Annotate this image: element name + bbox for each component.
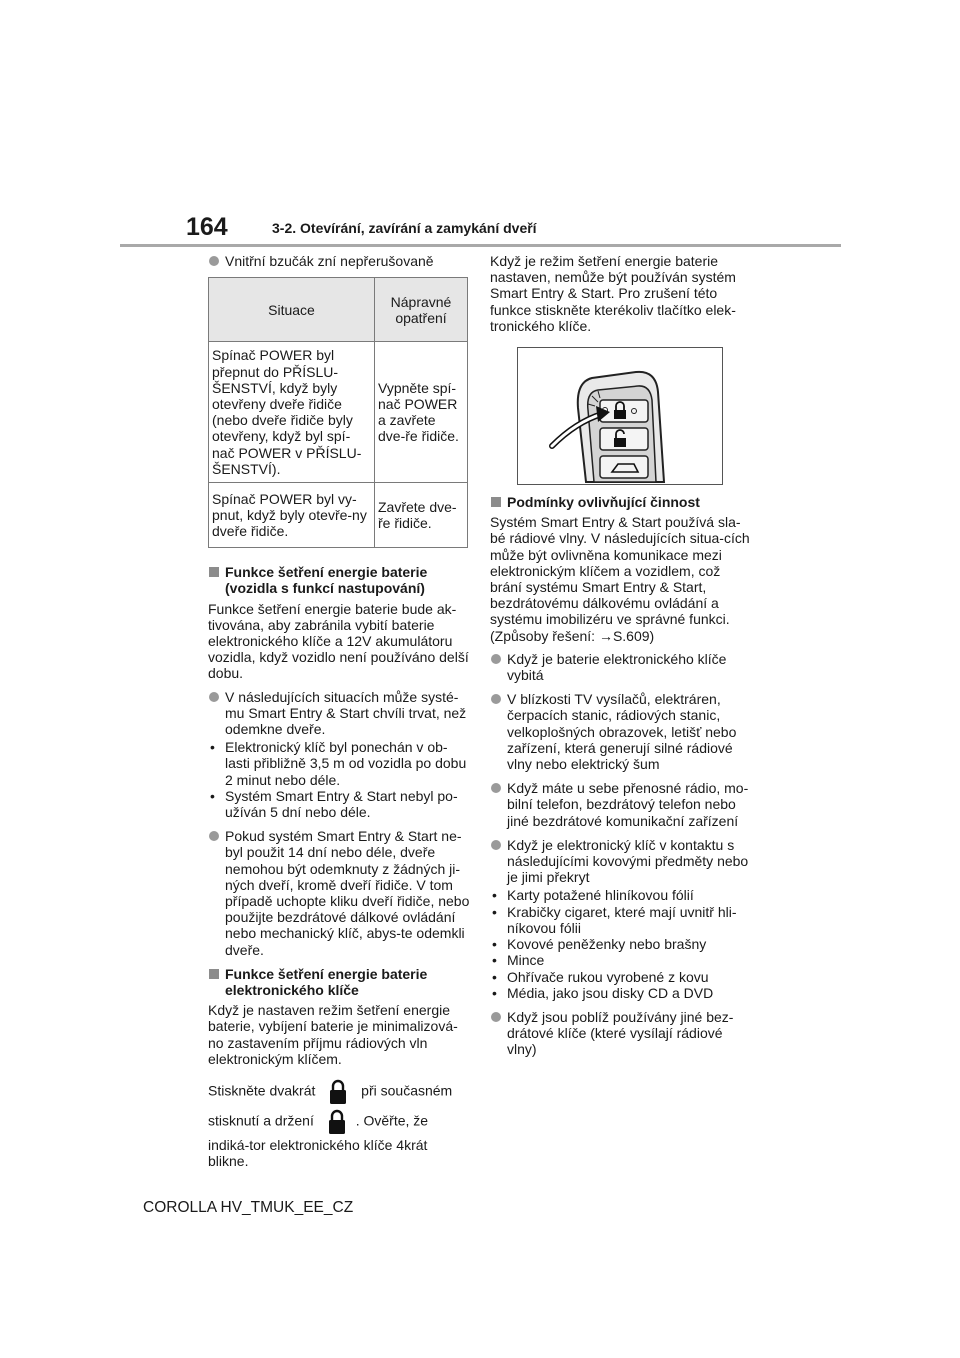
lock-button-icon [325,1077,351,1107]
heading-conditions: Podmínky ovlivňující činnost [490,494,752,510]
instruction-text-4: . Ověřte, že indiká-tor elektronického klíče 4krát blikne. [208,1112,429,1170]
bullet-near-transmitters: V blízkosti TV vysílačů, elektráren, čerpacích stanic, rádiových stanic, velkoplošných obrazovek, letišť nebo zařízení, která generují silné rádiové vlny nebo elektrický šum [490,691,752,772]
instruction-text-2: při současném [361,1082,453,1099]
situation-list [208,739,470,820]
document-code: COROLLA HV_TMUK_EE_CZ [143,1199,354,1216]
bullet-key-battery-dead: Když je baterie elektronického klíče vybitá [490,651,752,683]
table-row [209,483,468,548]
table-row [209,342,468,483]
key-fob-icon [518,348,722,484]
instruction-text-1: Stiskněte dvakrát [208,1082,316,1099]
list-item: • Ohřívače rukou vyrobené z kovu [490,969,752,985]
list-item: • Média, jako jsou disky CD a DVD [490,985,752,1001]
right-column [490,253,752,1066]
paragraph-cancel-saving: Když je režim šetření energie baterie nastaven, nemůže být používán systém Smart Entry & Start. Pro zrušení této funkce stiskněte kterékoliv tlačítko elek-tronického klíče. [490,253,736,334]
metal-objects-list [490,887,752,1000]
paragraph-battery-saving: Funkce šetření energie baterie bude ak-tivována, aby zabránila vybití baterie elektronického klíče a 12V akumulátoru vozidla, když vozidlo není používáno delší dobu. [208,600,469,682]
paragraph-conditions: Systém Smart Entry & Start používá sla-bé rádiové vlny. V následujících situa-cích může být ovlivněna komunikace mezi elektronickým klíčem a vozidlem, což brání systému Smart Entry & Start, bezdrátovému dálkovému ovládání a systému imobilizéru ve správné funkci. (Způsoby řešení: →S.609) [490,514,750,644]
table-cell-action: Vypněte spí-nač POWER a zavřete dve-ře řidiče. [375,342,468,483]
list-item: • Krabičky cigaret, které mají uvnitř hli-níkovou fólii [490,904,752,936]
table-header-situation: Situace [209,278,375,342]
situation-table [208,277,468,548]
heading-key-battery-saving: Funkce šetření energie baterie elektronického klíče [208,966,470,998]
bullet-metal-objects: Když je elektronický klíč v kontaktu s následujícími kovovými předměty nebo je jimi překryt [490,837,752,886]
bullet-portable-radio: Když máte u sebe přenosné rádio, mo-bilní telefon, bezdrátový telefon nebo jiné bezdrátové komunikační zařízení [490,780,752,829]
table-cell-situation: Spínač POWER byl vy-pnut, když byly otevře-ny dveře řidiče. [209,483,375,548]
header-divider [120,244,841,247]
table-header-row [209,278,468,342]
lock-button-icon [324,1107,350,1137]
list-item: • Kovové peněženky nebo brašny [490,936,752,952]
bullet-other-keys: Když jsou poblíž používány jiné bez-drátové klíče (které vysílají rádiové vlny) [490,1009,752,1058]
heading-battery-saving-entry: Funkce šetření energie baterie (vozidla s funkcí nastupování) [208,564,470,596]
list-item: • Karty potažené hliníkovou fólií [490,887,752,903]
table-cell-action: Zavřete dve-ře řidiče. [375,483,468,548]
bullet-14-days: Pokud systém Smart Entry & Start ne-byl použit 14 dní nebo déle, dveře nemohou být odemknuty z žádných ji-ných dveří, kromě dveří řidiče. V tom případě uchopte kliku dveří řidiče, nebo použijte bezdrátové dálkové ovládání nebo mechanický klíč, abys-te odemkli dveře. [208,828,470,958]
page-number: 164 [186,213,228,241]
paragraph-instructions [208,1077,470,1169]
bullet-delay-situations: V následujících situacích může systé-mu Smart Entry & Start chvíli trvat, než odemkne dveře. [208,689,470,738]
instruction-text-3: stisknutí a držení [208,1112,314,1129]
table-cell-situation: Spínač POWER byl přepnut do PŘÍSLU-ŠENSTVÍ, když byly otevřeny dveře řidiče (nebo dveře řidiče byly otevřeny, když byl spí-nač POWER v PŘÍSLU-ŠENSTVÍ). [209,342,375,483]
electronic-key-illustration [517,347,723,485]
list-item: • Mince [490,952,752,968]
section-title: 3-2. Otevírání, zavírání a zamykání dveří [272,220,537,236]
table-header-action: Nápravné opatření [375,278,468,342]
bullet-buzzer: Vnitřní bzučák zní nepřerušovaně [208,253,470,269]
paragraph-key-battery-saving: Když je nastaven režim šetření energie baterie, vybíjení baterie je minimalizová-no zastavením příjmu rádiových vln elektronickým klíčem. [208,1002,458,1067]
left-column [208,253,470,1177]
list-item: • Systém Smart Entry & Start nebyl po-užíván 5 dní nebo déle. [208,788,470,820]
list-item: • Elektronický klíč byl ponechán v ob-lasti přibližně 3,5 m od vozidla po dobu 2 minut nebo déle. [208,739,470,788]
